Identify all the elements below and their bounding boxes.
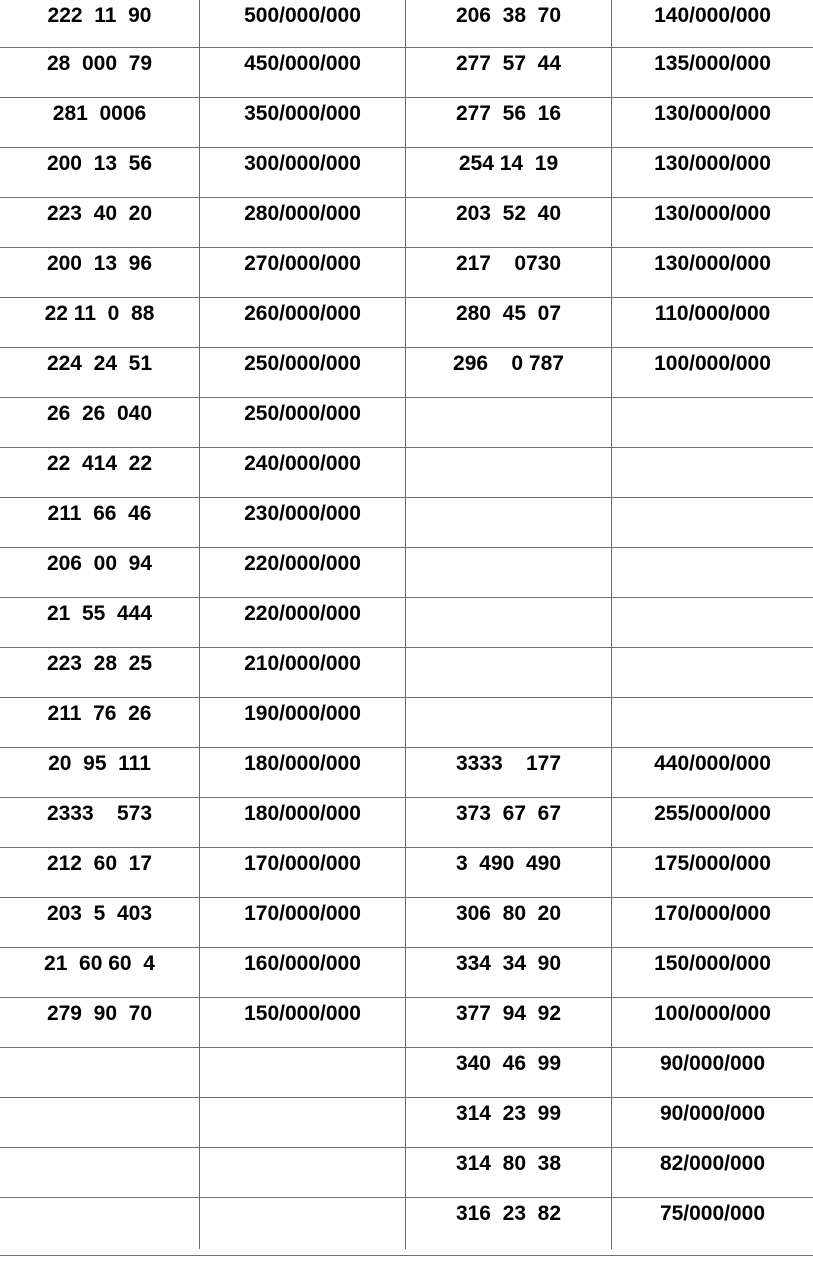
cell-phone-number-a: 222 11 90 [0,0,200,48]
cell-phone-number-b: 296 0 787 [406,348,612,398]
cell-phone-number-a [0,1198,200,1249]
cell-price-a: 350/000/000 [200,98,406,148]
cell-phone-number-b: 277 57 44 [406,48,612,98]
cell-phone-number-a: 20 95 111 [0,748,200,798]
cell-price-a: 220/000/000 [200,548,406,598]
cell-price-b: 170/000/000 [612,898,813,948]
cell-phone-number-b: 217 0730 [406,248,612,298]
cell-phone-number-b: 203 52 40 [406,198,612,248]
cell-price-a [200,1148,406,1198]
cell-price-b: 150/000/000 [612,948,813,998]
cell-price-b: 110/000/000 [612,298,813,348]
cell-phone-number-a: 2333 573 [0,798,200,848]
cell-phone-number-b: 314 23 99 [406,1098,612,1148]
cell-phone-number-a [0,1148,200,1198]
cell-price-b: 130/000/000 [612,198,813,248]
cell-price-a: 160/000/000 [200,948,406,998]
cell-phone-number-b: 340 46 99 [406,1048,612,1098]
cell-price-b: 130/000/000 [612,248,813,298]
cell-phone-number-a: 223 40 20 [0,198,200,248]
cell-phone-number-a: 212 60 17 [0,848,200,898]
cell-price-a: 240/000/000 [200,448,406,498]
cell-phone-number-b [406,548,612,598]
cell-price-b [612,698,813,748]
cell-price-b: 82/000/000 [612,1148,813,1198]
cell-phone-number-b [406,598,612,648]
cell-phone-number-a: 279 90 70 [0,998,200,1048]
cell-price-a: 150/000/000 [200,998,406,1048]
cell-price-a [200,1198,406,1249]
cell-phone-number-a: 211 66 46 [0,498,200,548]
cell-phone-number-b: 206 38 70 [406,0,612,48]
cell-phone-number-a: 224 24 51 [0,348,200,398]
cell-phone-number-a: 21 55 444 [0,598,200,648]
cell-price-b: 130/000/000 [612,98,813,148]
cell-phone-number-b: 334 34 90 [406,948,612,998]
cell-phone-number-a [0,1098,200,1148]
cell-phone-number-b: 377 94 92 [406,998,612,1048]
cell-phone-number-b: 277 56 16 [406,98,612,148]
cell-phone-number-a: 223 28 25 [0,648,200,698]
cell-phone-number-a: 200 13 96 [0,248,200,298]
cell-price-b: 90/000/000 [612,1098,813,1148]
cell-price-b: 100/000/000 [612,348,813,398]
cell-phone-number-b [406,698,612,748]
cell-phone-number-b [406,648,612,698]
cell-phone-number-b: 314 80 38 [406,1148,612,1198]
cell-phone-number-b [406,498,612,548]
cell-phone-number-a: 281 0006 [0,98,200,148]
cell-price-a [200,1098,406,1148]
cell-price-b [612,398,813,448]
cell-price-b: 75/000/000 [659,1202,766,1225]
cell-phone-number-a: 22 11 0 88 [0,298,200,348]
cell-price-b [612,498,813,548]
cell-price-a: 210/000/000 [200,648,406,698]
cell-price-a: 250/000/000 [200,348,406,398]
cell-price-b: 135/000/000 [612,48,813,98]
cell-price-b: 130/000/000 [612,148,813,198]
cell-phone-number-b: 280 45 07 [406,298,612,348]
cell-phone-number-a: 206 00 94 [0,548,200,598]
cell-price-b [612,448,813,498]
cell-phone-number-b: 316 23 82 [406,1198,612,1249]
cell-price-a: 230/000/000 [200,498,406,548]
cell-price-a: 190/000/000 [200,698,406,748]
cell-price-a [200,1048,406,1098]
cell-phone-number-a: 211 76 26 [0,698,200,748]
cell-phone-number-b: 373 67 67 [406,798,612,848]
cell-phone-number-b: 3333 177 [406,748,612,798]
cell-phone-number-a: 200 13 56 [0,148,200,198]
cell-phone-number-b [406,398,612,448]
cell-price-a: 450/000/000 [200,48,406,98]
cell-phone-number-a [0,1048,200,1098]
cell-phone-number-b: 3 490 490 [406,848,612,898]
cell-price-b [612,598,813,648]
cell-price-a: 300/000/000 [200,148,406,198]
cell-price-a: 500/000/000 [200,0,406,48]
cell-phone-number-a: 28 000 79 [0,48,200,98]
cell-phone-number-a: 22 414 22 [0,448,200,498]
cell-price-a: 250/000/000 [200,398,406,448]
cell-price-a: 260/000/000 [200,298,406,348]
cell-price-b: 175/000/000 [612,848,813,898]
cell-price-a: 180/000/000 [200,798,406,848]
cell-price-b [612,548,813,598]
cell-price-a: 220/000/000 [200,598,406,648]
cell-phone-number-b: 306 80 20 [406,898,612,948]
cell-price-a: 180/000/000 [200,748,406,798]
cell-phone-number-b [406,448,612,498]
cell-price-b: 90/000/000 [612,1048,813,1098]
cell-price-a: 170/000/000 [200,848,406,898]
cell-phone-number-a: 26 26 040 [0,398,200,448]
cell-price-b: 440/000/000 [612,748,813,798]
cell-price-b: 100/000/000 [612,998,813,1048]
cell-phone-number-a: 21 60 60 4 [0,948,200,998]
cell-price-a: 270/000/000 [200,248,406,298]
cell-price-b: 255/000/000 [612,798,813,848]
cell-price-b: 140/000/000 [612,0,813,48]
cell-price-a: 280/000/000 [200,198,406,248]
cell-price-a: 170/000/000 [200,898,406,948]
cell-price-b [612,648,813,698]
cell-phone-number-a: 203 5 403 [0,898,200,948]
cell-phone-number-b: 254 14 19 [406,148,612,198]
